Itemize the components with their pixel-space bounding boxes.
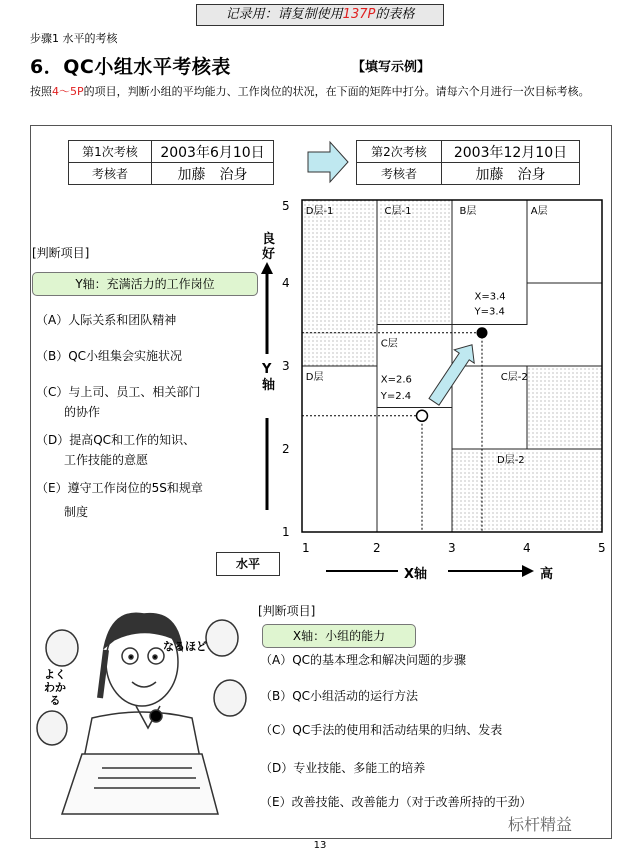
y-item: （B）QC小组集会实施状况	[36, 349, 183, 363]
x-axis-name: X轴	[404, 567, 428, 582]
zone-label-c2: C层-2	[500, 371, 528, 383]
x-tick-label: 4	[523, 541, 531, 555]
zone-label-c: C层	[380, 338, 398, 350]
y-tick-label: 4	[282, 276, 290, 290]
zone-label-c1: C层-1	[384, 205, 412, 217]
review-date: 2003年6月10日	[152, 141, 274, 163]
zone-label-d2: D层-2	[497, 454, 525, 466]
intro-text: 按照4～5P的项目，判断小组的平均能力、工作岗位的状况，在下面的矩阵中打分。请每六个月进行一次目标考核。	[30, 85, 590, 98]
x-item: （B）QC小组活动的运行方法	[260, 689, 419, 703]
page-title: 6．QC小组水平考核表	[30, 56, 231, 78]
example-tag: 【填写示例】	[352, 60, 431, 75]
x-tick-label: 1	[302, 541, 310, 555]
reviewer-label: 考核者	[357, 163, 442, 185]
page-number: 13	[313, 840, 327, 851]
right-arrow-icon	[306, 140, 350, 184]
point-second-x-label: X=3.4	[474, 291, 506, 303]
point-second-review	[477, 327, 488, 338]
review-date: 2003年12月10日	[442, 141, 580, 163]
point-first-review	[417, 410, 428, 421]
watermark: 标杆精益	[508, 815, 573, 834]
matrix-zone	[377, 408, 452, 533]
y-item: （C）与上司、员工、相关部门	[36, 385, 201, 399]
y-section-bracket: [判断项目]	[32, 246, 90, 260]
y-tick-label: 1	[282, 525, 290, 539]
matrix-zone	[452, 449, 602, 532]
x-item: （A）QC的基本理念和解决问题的步骤	[260, 653, 467, 667]
point-first-y-label: Y=2.4	[380, 391, 412, 403]
round-label: 第2次考核	[357, 141, 442, 163]
x-item: （E）改善技能、改善能力（对于改善所持的干劲）	[260, 795, 532, 809]
x-item: （D）专业技能、多能工的培养	[260, 761, 426, 775]
x-section-bracket: [判断项目]	[258, 604, 316, 618]
level-matrix	[280, 196, 610, 586]
y-axis-top-label: 良好	[262, 232, 276, 262]
speech-bubble-left: よく わかる	[44, 668, 66, 707]
matrix-zone	[377, 200, 452, 325]
y-item: （E）遵守工作岗位的5S和规章	[36, 481, 203, 495]
x-tick-label: 5	[598, 541, 606, 555]
y-tick-label: 5	[282, 199, 290, 213]
record-banner: 记录用：请复制使用137P的表格	[196, 4, 444, 26]
review-table-2	[356, 140, 580, 185]
zone-label-d1: D层-1	[305, 205, 334, 217]
matrix-zone	[302, 366, 377, 532]
matrix-zone	[302, 200, 377, 366]
level-box: 水平	[216, 552, 280, 576]
y-item: （A）人际关系和团队精神	[36, 313, 177, 327]
y-tick-label: 3	[282, 359, 290, 373]
x-axis-heading: X轴：小组的能力	[262, 624, 416, 648]
zone-label-d: D层	[305, 371, 324, 383]
point-first-x-label: X=2.6	[380, 374, 412, 386]
reviewer-name: 加藤 治身	[442, 163, 580, 185]
y-tick-label: 2	[282, 442, 290, 456]
x-item: （C）QC手法的使用和活动结果的归纳、发表	[260, 723, 503, 737]
y-item-continued: 的协作	[64, 405, 101, 419]
x-tick-label: 3	[448, 541, 456, 555]
reviewer-label: 考核者	[69, 163, 152, 185]
x-axis-end-label: 高	[540, 567, 554, 582]
round-label: 第1次考核	[69, 141, 152, 163]
x-tick-label: 2	[373, 541, 381, 555]
y-item: （D）提高QC和工作的知识、	[36, 433, 196, 447]
y-axis-heading: Y轴：充满活力的工作岗位	[32, 272, 258, 296]
step-heading: 步骤1 水平的考核	[30, 32, 118, 45]
reviewer-name: 加藤 治身	[152, 163, 274, 185]
y-item-continued: 工作技能的意愿	[64, 453, 149, 467]
zone-label-b: B层	[459, 205, 477, 217]
speech-bubble-right: なるほど	[163, 640, 207, 653]
point-second-y-label: Y=3.4	[474, 306, 505, 318]
x-axis-arrow	[326, 564, 536, 578]
y-item-continued: 制度	[64, 505, 89, 519]
y-axis-name: Y轴	[262, 362, 276, 393]
zone-label-a: A层	[530, 205, 548, 217]
review-table-1	[68, 140, 274, 185]
